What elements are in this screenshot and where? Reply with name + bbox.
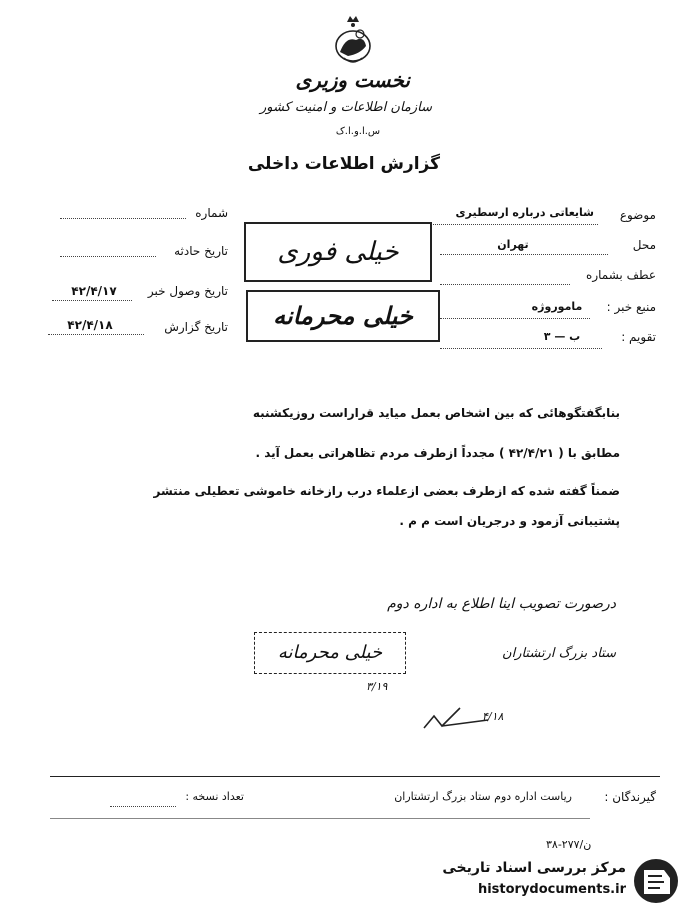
- handwritten-mark-2: ۴/۱۸: [482, 710, 504, 723]
- source-value: ماموروژه: [531, 300, 583, 313]
- handwritten-note-line-2: ستاد بزرگ ارتشتاران: [502, 646, 616, 661]
- archive-center-logo-icon: [630, 856, 682, 906]
- document-number: ۳۸-۲۷۷/ن: [546, 838, 592, 851]
- source-line: [440, 318, 590, 319]
- subject-value: شایعاتی درباره ارسطیری: [455, 206, 594, 219]
- recipients-value: ریاست اداره دوم ستاد بزرگ ارتشتاران: [394, 790, 572, 803]
- body-line-1: بنابگفتگوهائی که بین اشخاص بعمل میاید قراراست روزیکشنبه: [252, 406, 620, 420]
- incident-date-line: [60, 256, 156, 257]
- emblem-icon: [330, 12, 376, 68]
- copies-line: [110, 806, 176, 807]
- incident-date-label: تاریخ حادثه: [174, 244, 228, 258]
- urgent-stamp-text: خیلی فوری: [277, 237, 399, 267]
- received-date-line: [52, 300, 132, 301]
- top-secret-stamp: [246, 290, 440, 342]
- report-date-line: [48, 334, 144, 335]
- top-secret-stamp-2-text: خیلی محرمانه: [277, 642, 383, 663]
- report-date-value: ۴۲/۴/۱۸: [67, 318, 113, 332]
- place-line: [440, 254, 608, 255]
- subject-line: [430, 224, 598, 225]
- organization-name: سازمان اطلاعات و امنیت کشور: [259, 100, 432, 115]
- footer-divider-top: [50, 776, 660, 777]
- handwritten-note-line-1: درصورت تصویب اینا اطلاع به اداره دوم: [387, 596, 616, 612]
- reference-label: عطف بشماره: [586, 268, 656, 282]
- watermark-url: historydocuments.ir: [477, 882, 626, 897]
- evaluation-value: ب — ٣: [543, 330, 581, 343]
- number-label: شماره: [195, 206, 228, 220]
- reference-line: [440, 284, 570, 285]
- place-label: محل: [632, 238, 656, 252]
- body-line-2: مطابق با ( ۴۲/۴/۲۱ ) مجدداً ازطرف مردم تظاهراتی بعمل آید .: [255, 446, 620, 460]
- subject-label: موضوع: [619, 208, 656, 222]
- handwritten-mark-1: ۳/۱۹: [366, 680, 388, 693]
- urgent-stamp: [244, 222, 432, 282]
- office-title: نخست وزیری: [295, 68, 410, 92]
- footer-divider-bottom: [50, 818, 590, 819]
- source-label: منبع خبر :: [606, 300, 656, 314]
- copies-label: تعداد نسخه :: [185, 790, 244, 803]
- received-date-value: ۴۲/۴/۱۷: [71, 284, 117, 298]
- form-title: گزارش اطلاعات داخلی: [247, 154, 440, 174]
- evaluation-line: [440, 348, 602, 349]
- body-line-3: ضمناً گفته شده که ازطرف بعضی ازعلماء درب رازخانه خاموشی تعطیلی منتشر: [153, 484, 620, 498]
- top-secret-stamp-2: [254, 632, 406, 674]
- number-line: [60, 218, 186, 219]
- received-date-label: تاریخ وصول خبر: [147, 284, 228, 298]
- place-value: تهران: [497, 238, 529, 251]
- evaluation-label: تقویم :: [621, 330, 656, 344]
- report-date-label: تاریخ گزارش: [164, 320, 228, 334]
- top-secret-stamp-text: خیلی محرمانه: [273, 301, 413, 330]
- watermark-title: مرکز بررسی اسناد تاریخی: [442, 860, 626, 876]
- reference-code: س.ا.و.ا.ک: [335, 126, 381, 137]
- recipients-label: گیرندگان :: [604, 790, 656, 804]
- body-line-4: پشتیبانی آزمود و درجریان است م م .: [399, 514, 620, 528]
